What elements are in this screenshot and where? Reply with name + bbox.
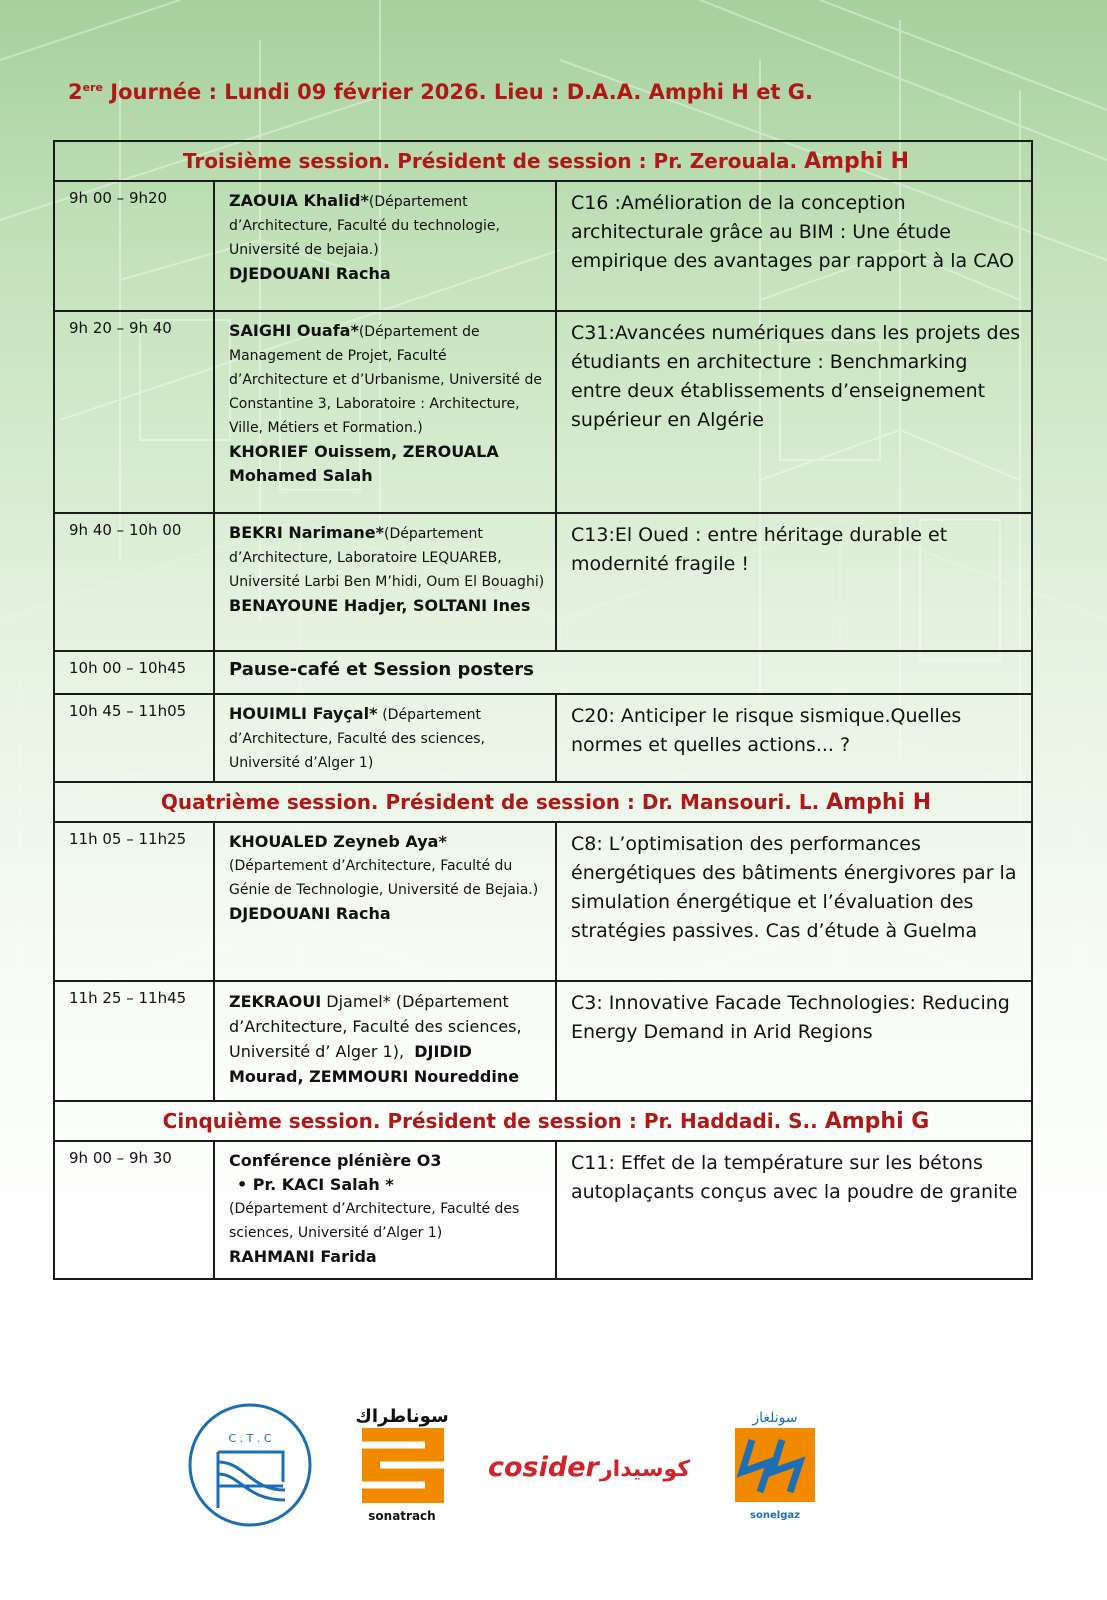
affiliation: (Département d’Architecture, Faculté des sciences, Université d’ Alger 1),: [229, 992, 522, 1061]
main-speaker: ZAOUIA Khalid*: [229, 191, 369, 210]
sponsor-logos: [0, 1400, 1107, 1550]
session-amphi: Amphi H: [826, 790, 932, 815]
time-cell: 10h 45 – 11h05: [54, 694, 214, 782]
day-details: Journée : Lundi 09 février 2026. Lieu : D.A.A. Amphi H et G.: [102, 80, 813, 104]
co-authors: DJEDOUANI Racha: [229, 264, 391, 283]
table-row: [54, 651, 1032, 694]
session-amphi: Amphi G: [824, 1109, 930, 1134]
co-authors: BENAYOUNE Hadjer, SOLTANI Ines: [229, 596, 531, 615]
speaker-cell: [214, 981, 556, 1101]
session-header-third: [54, 141, 1032, 181]
day-number: 2: [68, 80, 83, 104]
co-authors: KHORIEF Ouissem, ZEROUALA Mohamed Salah: [229, 442, 499, 485]
table-row: [54, 981, 1032, 1101]
sonelgaz-logo: [735, 1410, 815, 1521]
plenary-label: Conférence plénière O3: [229, 1151, 442, 1170]
affiliation: (Département d’Architecture, Faculté des sciences, Université d’Alger 1): [229, 707, 485, 771]
main-speaker: • Pr. KACI Salah *: [237, 1175, 394, 1194]
affiliation: (Département d’Architecture, Faculté du Génie de Technologie, Université de Bejaia.): [229, 858, 539, 898]
table-row: [54, 1141, 1032, 1279]
speaker-cell: [214, 822, 556, 981]
table-row: [54, 694, 1032, 782]
pause-label: Pause-café et Session posters: [214, 651, 1032, 694]
table-row: [54, 311, 1032, 513]
table-row: [54, 513, 1032, 651]
main-speaker: BEKRI Narimane*: [229, 523, 385, 542]
ctc-text: C . T . C: [228, 1432, 272, 1445]
talk-title: C31:Avancées numériques dans les projets des étudiants en architecture : Benchmarking entre deux établissements d’enseignement supérieur en Algérie: [556, 311, 1032, 513]
talk-title: C11: Effet de la température sur les bétons autoplaçants conçus avec la poudre de granite: [556, 1141, 1032, 1279]
affiliation: (Département d’Architecture, Faculté des sciences, Université d’Alger 1): [229, 1201, 520, 1241]
affiliation: (Département de Management de Projet, Faculté d’Architecture et d’Urbanisme, Université de Constantine 3, Laboratoire : Architecture, Ville, Métiers et Formation.): [229, 324, 542, 436]
sonelgaz-arabic: سونلغاز: [752, 1410, 798, 1426]
table-row: [54, 822, 1032, 981]
session-header-row: [54, 141, 1032, 181]
talk-title: C13:El Oued : entre héritage durable et modernité fragile !: [556, 513, 1032, 651]
time-cell: 11h 25 – 11h45: [54, 981, 214, 1101]
time-cell: 9h 00 – 9h20: [54, 181, 214, 311]
session-header-fourth: [54, 782, 1032, 822]
time-cell: 9h 40 – 10h 00: [54, 513, 214, 651]
session-title: Troisième session. Président de session : Pr. Zerouala.: [182, 149, 798, 173]
cosider-name: cosider: [488, 1452, 599, 1483]
session-header-row: [54, 782, 1032, 822]
main-speaker: HOUIMLI Fayçal*: [229, 704, 378, 723]
time-cell: 9h 20 – 9h 40: [54, 311, 214, 513]
speaker-cell: [214, 694, 556, 782]
speaker-cell: [214, 311, 556, 513]
talk-title: C3: Innovative Facade Technologies: Reducing Energy Demand in Arid Regions: [556, 981, 1032, 1101]
talk-title: C20: Anticiper le risque sismique.Quelles normes et quelles actions... ?: [556, 694, 1032, 782]
sonatrach-name: sonatrach: [368, 1509, 436, 1523]
time-cell: 9h 00 – 9h 30: [54, 1141, 214, 1279]
affiliation: (Département d’Architecture, Laboratoire LEQUAREB, Université Larbi Ben M’hidi, Oum El Bouaghi): [229, 526, 545, 590]
main-speaker: KHOUALED Zeyneb Aya*: [229, 832, 447, 851]
session-amphi: Amphi H: [804, 149, 910, 174]
session-title: Cinquième session. Président de session : Pr. Haddadi. S..: [162, 1109, 818, 1133]
session-title: Quatrième session. Président de session : Dr. Mansouri. L.: [160, 790, 820, 814]
main-speaker-surname: ZEKRAOUI: [229, 992, 322, 1011]
cosider-logo: [488, 1452, 690, 1483]
cosider-arabic: كوسيدار: [600, 1457, 691, 1482]
time-cell: 11h 05 – 11h25: [54, 822, 214, 981]
co-authors: RAHMANI Farida: [229, 1247, 377, 1266]
ctc-logo: [190, 1405, 310, 1525]
sonatrach-logo: [355, 1406, 448, 1523]
sonatrach-arabic: سوناطراك: [355, 1406, 449, 1427]
speaker-cell: [214, 1141, 556, 1279]
session-header-row: [54, 1101, 1032, 1141]
talk-title: C8: L’optimisation des performances énergétiques des bâtiments énergivores par la simulation énergétique et l’évaluation des stratégies passives. Cas d’étude à Guelma: [556, 822, 1032, 981]
co-authors: Mourad, ZEMMOURI Noureddine: [229, 1067, 520, 1086]
co-authors: DJEDOUANI Racha: [229, 904, 391, 923]
main-speaker-firstname: Djamel*: [326, 992, 391, 1011]
session-header-fifth: [54, 1101, 1032, 1141]
talk-title: C16 :Amélioration de la conception architecturale grâce au BIM : Une étude empirique des avantages par rapport à la CAO: [556, 181, 1032, 311]
time-cell: 10h 00 – 10h45: [54, 651, 214, 694]
schedule-table: [53, 140, 1033, 1280]
co-author-surname: DJIDID: [414, 1042, 472, 1061]
day-heading: [68, 80, 1048, 104]
sonelgaz-name: sonelgaz: [750, 1510, 800, 1521]
speaker-cell: [214, 181, 556, 311]
speaker-cell: [214, 513, 556, 651]
day-ordinal: ere: [82, 81, 103, 94]
affiliation: (Département d’Architecture, Faculté du technologie, Université de bejaia.): [229, 194, 500, 258]
table-row: [54, 181, 1032, 311]
main-speaker: SAIGHI Ouafa*: [229, 321, 359, 340]
